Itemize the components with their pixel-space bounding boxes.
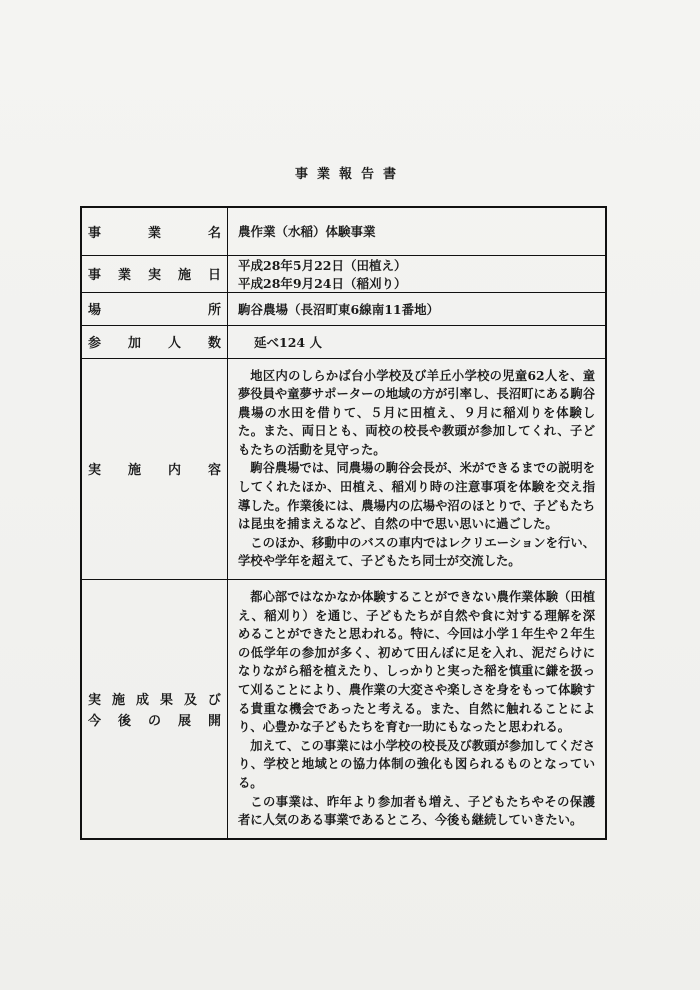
label-char: 施 bbox=[127, 463, 141, 479]
label-char: 実 bbox=[147, 268, 161, 283]
content-paragraph: 地区内のしらかば台小学校及び羊丘小学校の児童62人を、童夢役員や童夢サポーターの地域の方が引率し、長沼町にある駒谷農場の水田を借りて、５月に田植え、９月に稲刈りを体験した。また、両日とも、両校の校長や教頭が参加してくれ、子どもたちの活動を見守った。 bbox=[238, 367, 595, 457]
label-spread bbox=[88, 332, 221, 351]
row-place bbox=[81, 292, 606, 325]
results-body bbox=[228, 580, 607, 839]
label-char: 開 bbox=[207, 713, 221, 729]
report-table bbox=[80, 206, 607, 840]
label-char: 展 bbox=[177, 713, 191, 729]
label-char: 参 bbox=[88, 336, 102, 351]
label-char: の bbox=[147, 713, 161, 729]
label-date bbox=[81, 255, 228, 292]
label-char: 実 bbox=[88, 463, 102, 479]
label-char: 名 bbox=[207, 225, 221, 241]
label-char: 場 bbox=[88, 303, 102, 318]
label-char: 日 bbox=[207, 268, 221, 283]
results-paragraph: この事業は、昨年より参加者も増え、子どもたちやその保護者に人気のある事業であるところ、今後も継続していきたい。 bbox=[238, 793, 595, 828]
row-project-name bbox=[81, 207, 606, 255]
label-char: 容 bbox=[207, 463, 221, 479]
label-two-lines bbox=[88, 689, 221, 729]
label-char: 加 bbox=[127, 336, 141, 351]
label-line-1 bbox=[88, 689, 221, 708]
label-char: 数 bbox=[207, 336, 221, 351]
label-project-name bbox=[81, 207, 228, 255]
label-char: 事 bbox=[88, 225, 102, 241]
label-char: 人 bbox=[167, 336, 181, 351]
label-char: 成 bbox=[135, 692, 149, 708]
label-results bbox=[81, 580, 228, 839]
row-content bbox=[81, 358, 606, 580]
value-participants bbox=[228, 325, 607, 358]
content-body bbox=[228, 358, 607, 580]
content-paragraph: このほか、移動中のバスの車内ではレクリエーションを行い、学校や学年を超えて、子どもたち同士が交流した。 bbox=[238, 534, 595, 569]
label-char: 施 bbox=[111, 692, 125, 708]
participants-count: 延べ124 人 bbox=[254, 334, 322, 350]
row-date bbox=[81, 255, 606, 292]
label-spread bbox=[88, 459, 221, 478]
row-participants bbox=[81, 325, 606, 358]
value-project-name: 農作業（水稲）体験事業 bbox=[228, 207, 607, 255]
label-char: 施 bbox=[177, 268, 191, 283]
label-char: 事 bbox=[88, 268, 102, 283]
label-participants bbox=[81, 325, 228, 358]
document-title: 事業報告書 bbox=[294, 167, 405, 182]
label-char: 後 bbox=[117, 713, 131, 729]
label-spread bbox=[88, 222, 221, 241]
label-place bbox=[81, 292, 228, 325]
label-char: 内 bbox=[167, 463, 181, 479]
date-harvest: 平成28年9月24日（稲刈り） bbox=[238, 275, 407, 291]
value-date bbox=[228, 255, 607, 292]
date-planting: 平成28年5月22日（田植え） bbox=[238, 257, 407, 273]
results-paragraph: 都心部ではなかなか体験することができない農作業体験（田植え、稲刈り）を通じ、子どもたちが自然や食に対する理解を深めることができたと思われる。特に、今回は小学１年生や２年生の低学年の参加が多く、初めて田んぼに足を入れ、泥だらけになりながら稲を植えたり、しっかりと実った稲を慎重に鎌を扱って刈ることにより、農作業の大変さや楽しさを身をもって体験する貴重な機会であったと考える。また、自然に触れることにより、心豊かな子どもたちを育む一助にもなったと思われる。 bbox=[238, 589, 595, 735]
label-char: 今 bbox=[88, 713, 102, 729]
label-char: 業 bbox=[147, 225, 161, 241]
label-line-2 bbox=[88, 710, 221, 729]
label-char: び bbox=[207, 692, 221, 708]
value-place: 駒谷農場（長沼町東6線南11番地） bbox=[228, 292, 607, 325]
row-results bbox=[81, 580, 606, 839]
label-spread bbox=[88, 264, 221, 283]
label-char: 及 bbox=[183, 692, 197, 708]
label-char: 所 bbox=[207, 303, 221, 318]
label-content bbox=[81, 358, 228, 580]
results-paragraph: 加えて、この事業には小学校の校長及び教頭が参加してくださり、学校と地域との協力体制の強化も図られるものとなっている。 bbox=[238, 737, 595, 790]
label-char: 果 bbox=[159, 692, 173, 708]
label-char: 実 bbox=[88, 692, 102, 708]
label-spread bbox=[88, 299, 221, 318]
label-char: 業 bbox=[117, 268, 131, 283]
content-paragraph: 駒谷農場では、同農場の駒谷会長が、米ができるまでの説明をしてくれたほか、田植え、稲刈り時の注意事項を体験を交え指導した。作業後には、農場内の広場や沼のほとりで、子どもたちは昆虫を捕まえるなど、自然の中で思い思いに過ごした。 bbox=[238, 460, 595, 532]
